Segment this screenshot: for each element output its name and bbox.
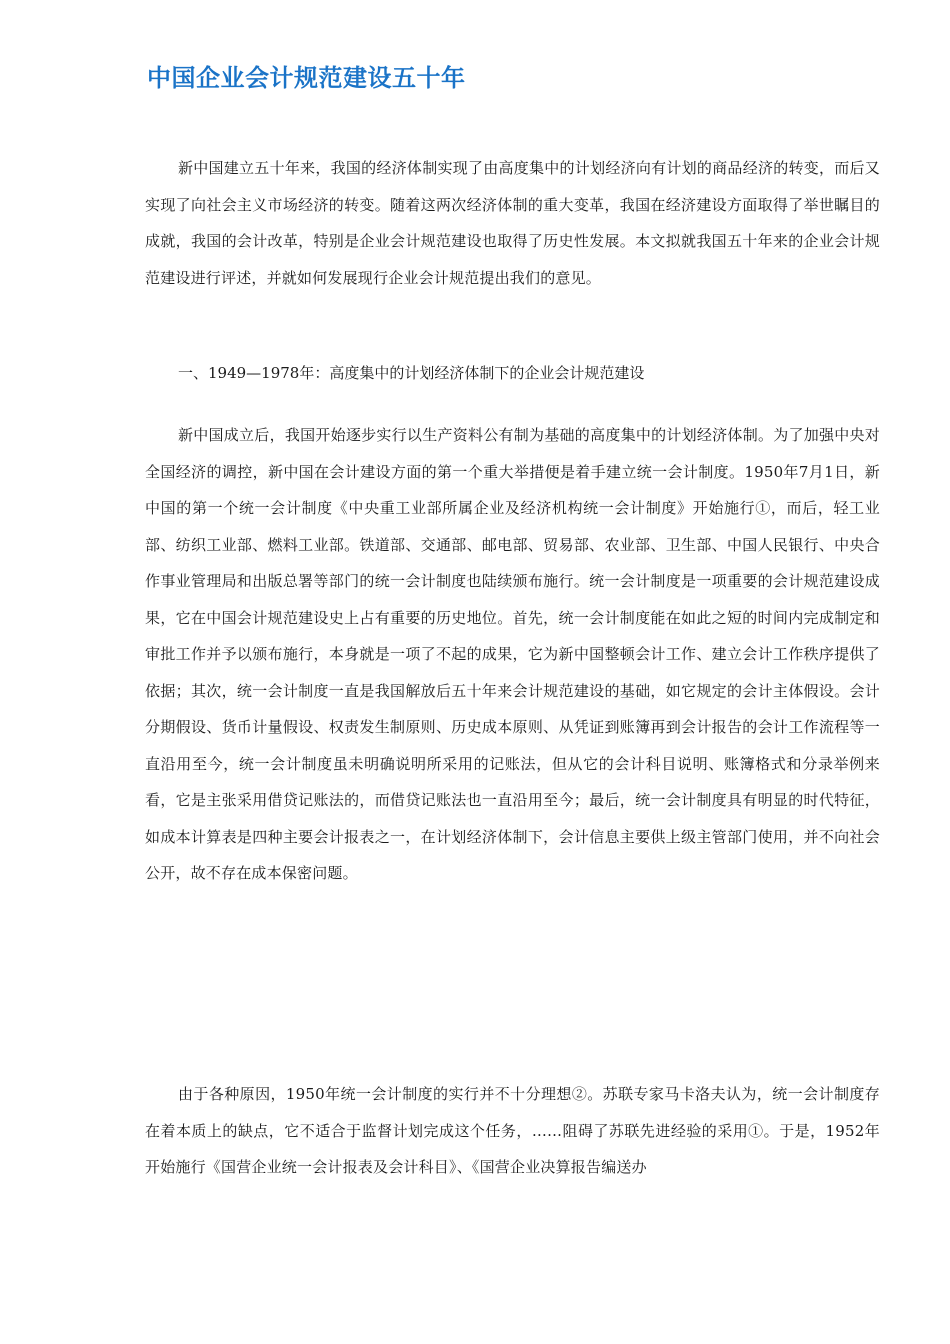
body-paragraph-2: 由于各种原因，1950年统一会计制度的实行并不十分理想②。苏联专家马卡洛夫认为，统一会计制度存在着本质上的缺点，它不适合于监督计划完成这个任务，……阻碍了苏联先进经验的采用①。于是，1952年开始施行《国营企业统一会计报表及会计科目》、《国营企业决算报告编送办 [145,1085,880,1176]
document-title: 中国企业会计规范建设五十年 [147,64,466,92]
body-paragraph-1: 新中国成立后，我国开始逐步实行以生产资料公有制为基础的高度集中的计划经济体制。为了加强中央对全国经济的调控，新中国在会计建设方面的第一个重大举措便是着手建立统一会计制度。1950年7月1日，新中国的第一个统一会计制度《中央重工业部所属企业及经济机构统一会计制度》开始施行①，而后，轻工业部、纺织工业部、燃料工业部。铁道部、交通部、邮电部、贸易部、农业部、卫生部、中国人民银行、中央合作事业管理局和出版总署等部门的统一会计制度也陆续颁布施行。统一会计制度是一项重要的会计规范建设成果，它在中国会计规范建设史上占有重要的历史地位。首先，统一会计制度能在如此之短的时间内完成制定和审批工作并予以颁布施行，本身就是一项了不起的成果，它为新中国整顿会计工作、建立会计工作秩序提供了依据；其次，统一会计制度一直是我国解放后五十年来会计规范建设的基础，如它规定的会计主体假设。会计分期假设、货币计量假设、权责发生制原则、历史成本原则、从凭证到账簿再到会计报告的会计工作流程等一直沿用至今，统一会计制度虽未明确说明所采用的记账法，但从它的会计科目说明、账簿格式和分录举例来看，它是主张采用借贷记账法的，而借贷记账法也一直沿用至今；最后，统一会计制度具有明显的时代特征，如成本计算表是四种主要会计报表之一，在计划经济体制下，会计信息主要供上级主管部门使用，并不向社会公开，故不存在成本保密问题。 [145,426,880,882]
intro-paragraph: 新中国建立五十年来，我国的经济体制实现了由高度集中的计划经济向有计划的商品经济的转变，而后又实现了向社会主义市场经济的转变。随着这两次经济体制的重大变革，我国在经济建设方面取得了举世瞩目的成就，我国的会计改革，特别是企业会计规范建设也取得了历史性发展。本文拟就我国五十年来的企业会计规范建设进行评述，并就如何发展现行企业会计规范提出我们的意见。 [145,159,880,287]
section-heading: 一、1949—1978年：高度集中的计划经济体制下的企业会计规范建设 [178,364,645,382]
